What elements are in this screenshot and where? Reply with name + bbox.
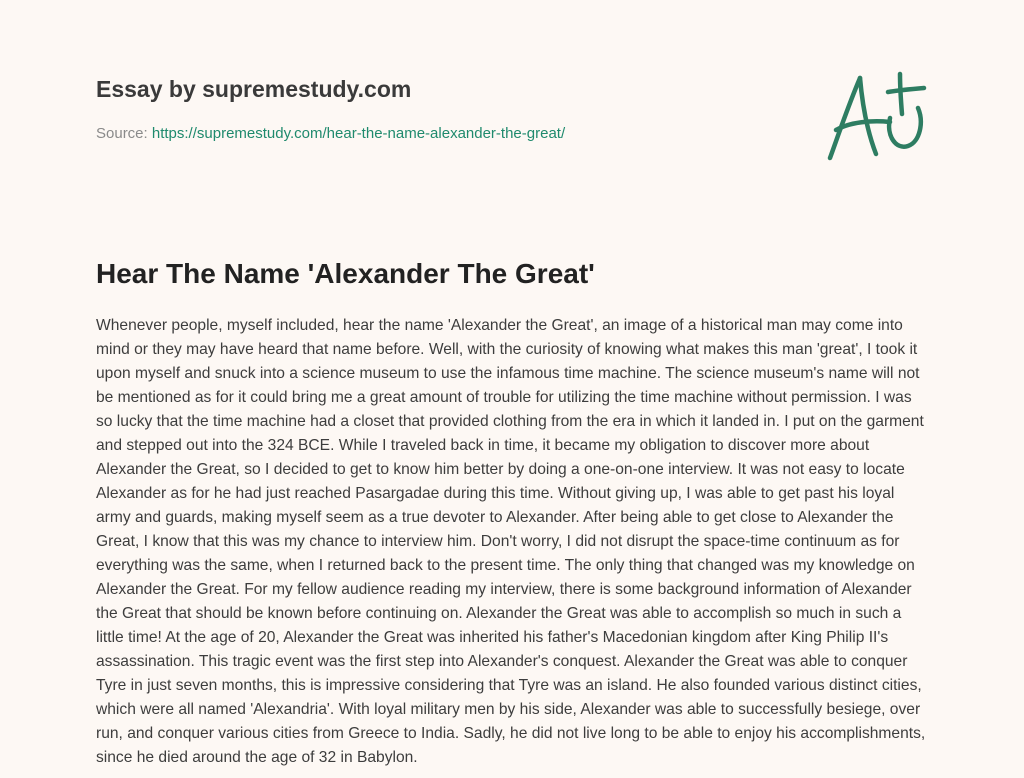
essay-header (96, 74, 796, 144)
essay-body: Whenever people, myself included, hear the name 'Alexander the Great', an image of a historical man may come into mind or they may have heard that name before. Well, with the curiosity of knowing what makes this man 'great', I took it upon myself and snuck into a science museum to use the infamous time machine. The science museum's name will not be mentioned as for it could bring me a great amount of trouble for utilizing the time machine without permission. I was so lucky that the time machine had a closet that provided clothing from the era in which it landed in. I put on the garment and stepped out into the 324 BCE. While I traveled back in time, it became my obligation to discover more about Alexander the Great, so I decided to get to know him better by doing a one-on-one interview. It was not easy to locate Alexander as for he had just reached Pasargadae during this time. Without giving up, I was able to get past his loyal army and guards, making myself seem as a true devoter to Alexander. After being able to get close to Alexander the Great, I know that this was my chance to interview him. Don't worry, I did not disrupt the space-time continuum as for everything was the same, when I returned back to the present time. The only thing that changed was my knowledge on Alexander the Great. For my fellow audience reading my interview, there is some background information of Alexander the Great that should be known before continuing on. Alexander the Great was able to accomplish so much in such a little time! At the age of 20, Alexander the Great was inherited his father's Macedonian kingdom after King Philip II's assassination. This tragic event was the first step into Alexander's conquest. Alexander the Great was able to conquer Tyre in just seven months, this is impressive considering that Tyre was an island. He also founded various distinct cities, which were all named 'Alexandria'. With loyal military men by his side, Alexander was able to successfully besiege, over run, and conquer various cities from Greece to India. Sadly, he did not live long to be able to enjoy his accomplishments, since he died around the age of 32 in Babylon. (96, 317, 926, 766)
source-label: Source: (96, 125, 148, 142)
source-link[interactable]: https://supremestudy.com/hear-the-name-alexander-the-great/ (151, 125, 566, 142)
source-line (96, 124, 796, 144)
site-brand: Essay by supremestudy.com (96, 76, 412, 102)
a-plus-logo (820, 66, 930, 166)
a-plus-logo-icon (820, 66, 930, 166)
page-title: Hear The Name 'Alexander The Great' (96, 258, 595, 289)
